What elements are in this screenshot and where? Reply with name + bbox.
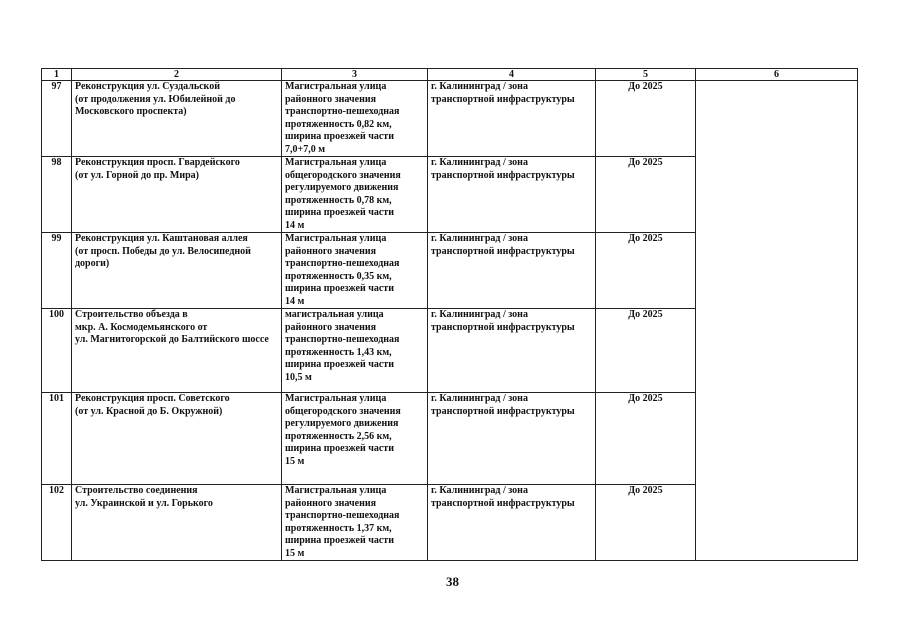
object-location: г. Калининград / зона транспортной инфраструктуры xyxy=(428,485,596,561)
row-number: 101 xyxy=(42,393,72,485)
object-characteristics: магистральная улица районного значения транспортно-пешеходная протяженность 1,43 км, ширина проезжей части 10,5 м xyxy=(282,309,428,393)
object-location: г. Калининград / зона транспортной инфраструктуры xyxy=(428,309,596,393)
object-characteristics: Магистральная улица общегородского значения регулируемого движения протяженность 2,56 км, ширина проезжей части 15 м xyxy=(282,393,428,485)
header-col-2: 2 xyxy=(72,69,282,81)
row-number: 99 xyxy=(42,233,72,309)
page-number: 38 xyxy=(446,574,459,589)
notes-cell xyxy=(696,81,858,561)
object-term: До 2025 xyxy=(596,81,696,157)
row-number: 102 xyxy=(42,485,72,561)
object-name: Строительство соединения ул. Украинской и ул. Горького xyxy=(72,485,282,561)
object-name: Реконструкция ул. Суздальской (от продолжения ул. Юбилейной до Московского проспекта) xyxy=(72,81,282,157)
object-location: г. Калининград / зона транспортной инфраструктуры xyxy=(428,81,596,157)
header-col-5: 5 xyxy=(596,69,696,81)
object-characteristics: Магистральная улица общегородского значения регулируемого движения протяженность 0,78 км, ширина проезжей части 14 м xyxy=(282,157,428,233)
header-col-4: 4 xyxy=(428,69,596,81)
header-col-1: 1 xyxy=(42,69,72,81)
header-col-6: 6 xyxy=(696,69,858,81)
object-term: До 2025 xyxy=(596,309,696,393)
table-header-row xyxy=(42,69,858,81)
object-location: г. Калининград / зона транспортной инфраструктуры xyxy=(428,393,596,485)
object-term: До 2025 xyxy=(596,233,696,309)
header-col-3: 3 xyxy=(282,69,428,81)
object-name: Реконструкция просп. Советского (от ул. Красной до Б. Окружной) xyxy=(72,393,282,485)
object-location: г. Калининград / зона транспортной инфраструктуры xyxy=(428,157,596,233)
row-number: 100 xyxy=(42,309,72,393)
object-characteristics: Магистральная улица районного значения транспортно-пешеходная протяженность 0,82 км, ширина проезжей части 7,0+7,0 м xyxy=(282,81,428,157)
object-term: До 2025 xyxy=(596,157,696,233)
row-number: 98 xyxy=(42,157,72,233)
object-location: г. Калининград / зона транспортной инфраструктуры xyxy=(428,233,596,309)
object-term: До 2025 xyxy=(596,393,696,485)
object-name: Строительство объезда в мкр. А. Космодемьянского от ул. Магнитогорской до Балтийского шоссе xyxy=(72,309,282,393)
object-name: Реконструкция ул. Каштановая аллея (от просп. Победы до ул. Велосипедной дороги) xyxy=(72,233,282,309)
row-number: 97 xyxy=(42,81,72,157)
object-name: Реконструкция просп. Гвардейского (от ул. Горной до пр. Мира) xyxy=(72,157,282,233)
table-row xyxy=(42,81,858,157)
objects-table xyxy=(41,68,858,561)
object-characteristics: Магистральная улица районного значения транспортно-пешеходная протяженность 0,35 км, ширина проезжей части 14 м xyxy=(282,233,428,309)
object-term: До 2025 xyxy=(596,485,696,561)
object-characteristics: Магистральная улица районного значения транспортно-пешеходная протяженность 1,37 км, ширина проезжей части 15 м xyxy=(282,485,428,561)
